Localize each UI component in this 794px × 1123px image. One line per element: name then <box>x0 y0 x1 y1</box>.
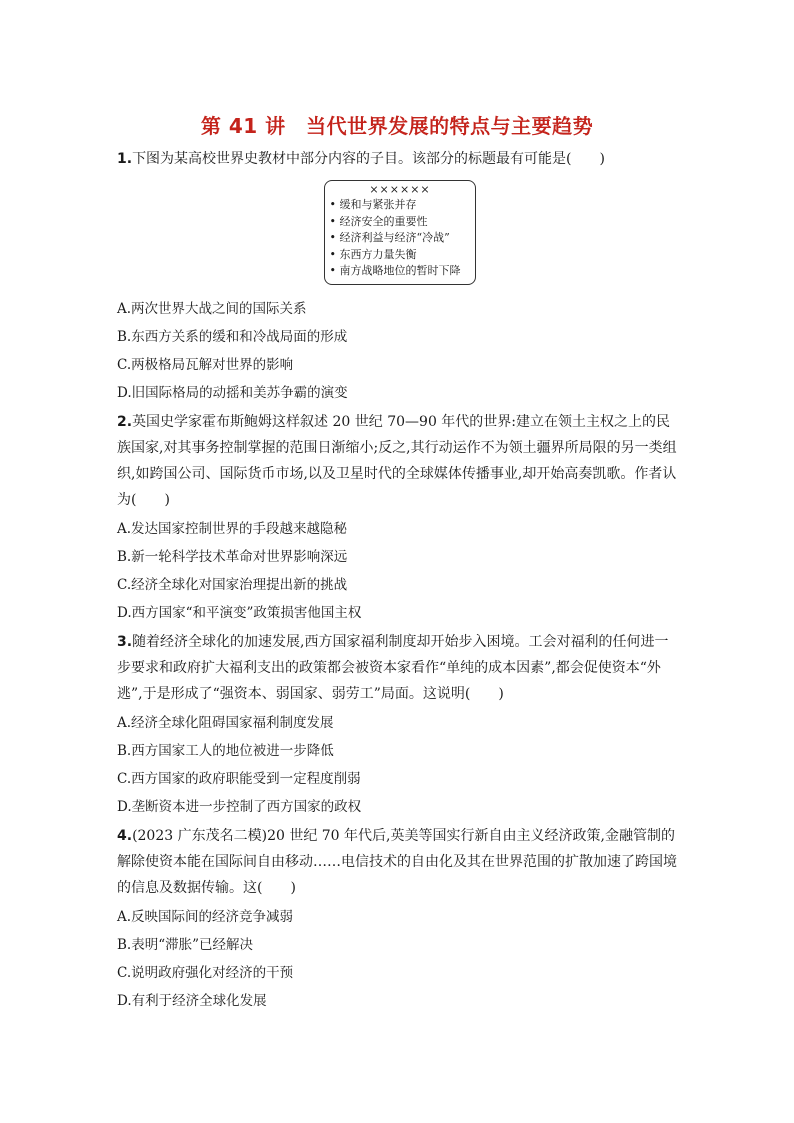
question-number: 2. <box>117 413 133 430</box>
option-a: A.经济全球化阻碍国家福利制度发展 <box>117 714 334 731</box>
question-text: (2023 广东茂名二模)20 世纪 70 年代后,英美等国实行新自由主义经济政策,金融管制的解除使资本能在国际间自由移动……电信技术的自由化及其在世界范围的扩散加速了跨国境的信息及数据传输。这( ) <box>117 827 677 896</box>
question-text: 英国史学家霍布斯鲍姆这样叙述 20 世纪 70—90 年代的世界:建立在领土主权之上的民族国家,对其事务控制掌握的范围日渐缩小;反之,其行动运作不为领土疆界所局限的另一类组织,如跨国公司、国际货币市场,以及卫星时代的全球媒体传播事业,却开始高奏凯歌。作者认为( ) <box>117 413 677 508</box>
contents-box-header: ×××××× <box>369 183 431 196</box>
contents-box-item: • 经济安全的重要性 <box>329 214 428 228</box>
option-a: A.发达国家控制世界的手段越来越隐秘 <box>117 520 348 537</box>
option-d: D.有利于经济全球化发展 <box>117 992 267 1009</box>
option-d: D.西方国家“和平演变”政策损害他国主权 <box>117 604 362 621</box>
option-b: B.西方国家工人的地位被进一步降低 <box>117 742 334 759</box>
option-b: B.表明“滞胀”已经解决 <box>117 936 254 953</box>
contents-box-item: • 经济利益与经济“冷战” <box>329 231 450 244</box>
contents-box <box>324 180 476 285</box>
question-4 <box>117 823 682 1011</box>
question-number: 1. <box>117 151 133 167</box>
option-a: A.两次世界大战之间的国际关系 <box>117 300 307 317</box>
question-text: 随着经济全球化的加速发展,西方国家福利制度却开始步入困境。工会对福利的任何进一步要求和政府扩大福利支出的政策都会被资本家看作“单纯的成本因素”,都会促使资本“外逃”,于是形成了“强资本、弱国家、弱劳工”局面。这说明( ) <box>117 633 669 702</box>
question-2-stem <box>117 409 682 513</box>
question-list <box>117 146 682 1011</box>
option-a: A.反映国际间的经济竞争减弱 <box>117 908 294 925</box>
contents-box-wrap <box>117 180 682 285</box>
option-c: C.经济全球化对国家治理提出新的挑战 <box>117 576 348 593</box>
page-title: 第 41 讲 当代世界发展的特点与主要趋势 <box>200 114 594 138</box>
option-c: C.西方国家的政府职能受到一定程度削弱 <box>117 770 361 787</box>
option-b: B.东西方关系的缓和和冷战局面的形成 <box>117 328 348 345</box>
question-4-stem <box>117 823 682 901</box>
question-1-stem <box>117 146 682 172</box>
question-number: 4. <box>117 827 133 844</box>
question-number: 3. <box>117 633 133 650</box>
contents-box-item: • 缓和与紧张并存 <box>329 198 417 211</box>
option-c: C.说明政府强化对经济的干预 <box>117 964 294 981</box>
question-2 <box>117 409 682 629</box>
option-b: B.新一轮科学技术革命对世界影响深远 <box>117 548 348 565</box>
contents-box-item: • 南方战略地位的暂时下降 <box>329 264 461 277</box>
question-1 <box>117 146 682 409</box>
question-text: 下图为某高校世界史教材中部分内容的子目。该部分的标题最有可能是( ) <box>132 151 605 167</box>
contents-box-item: • 东西方力量失衡 <box>329 247 417 261</box>
question-3-stem <box>117 629 682 707</box>
option-d: D.旧国际格局的动摇和美苏争霸的演变 <box>117 384 348 401</box>
option-d: D.垄断资本进一步控制了西方国家的政权 <box>117 798 362 815</box>
question-3 <box>117 629 682 823</box>
option-c: C.两极格局瓦解对世界的影响 <box>117 356 294 373</box>
